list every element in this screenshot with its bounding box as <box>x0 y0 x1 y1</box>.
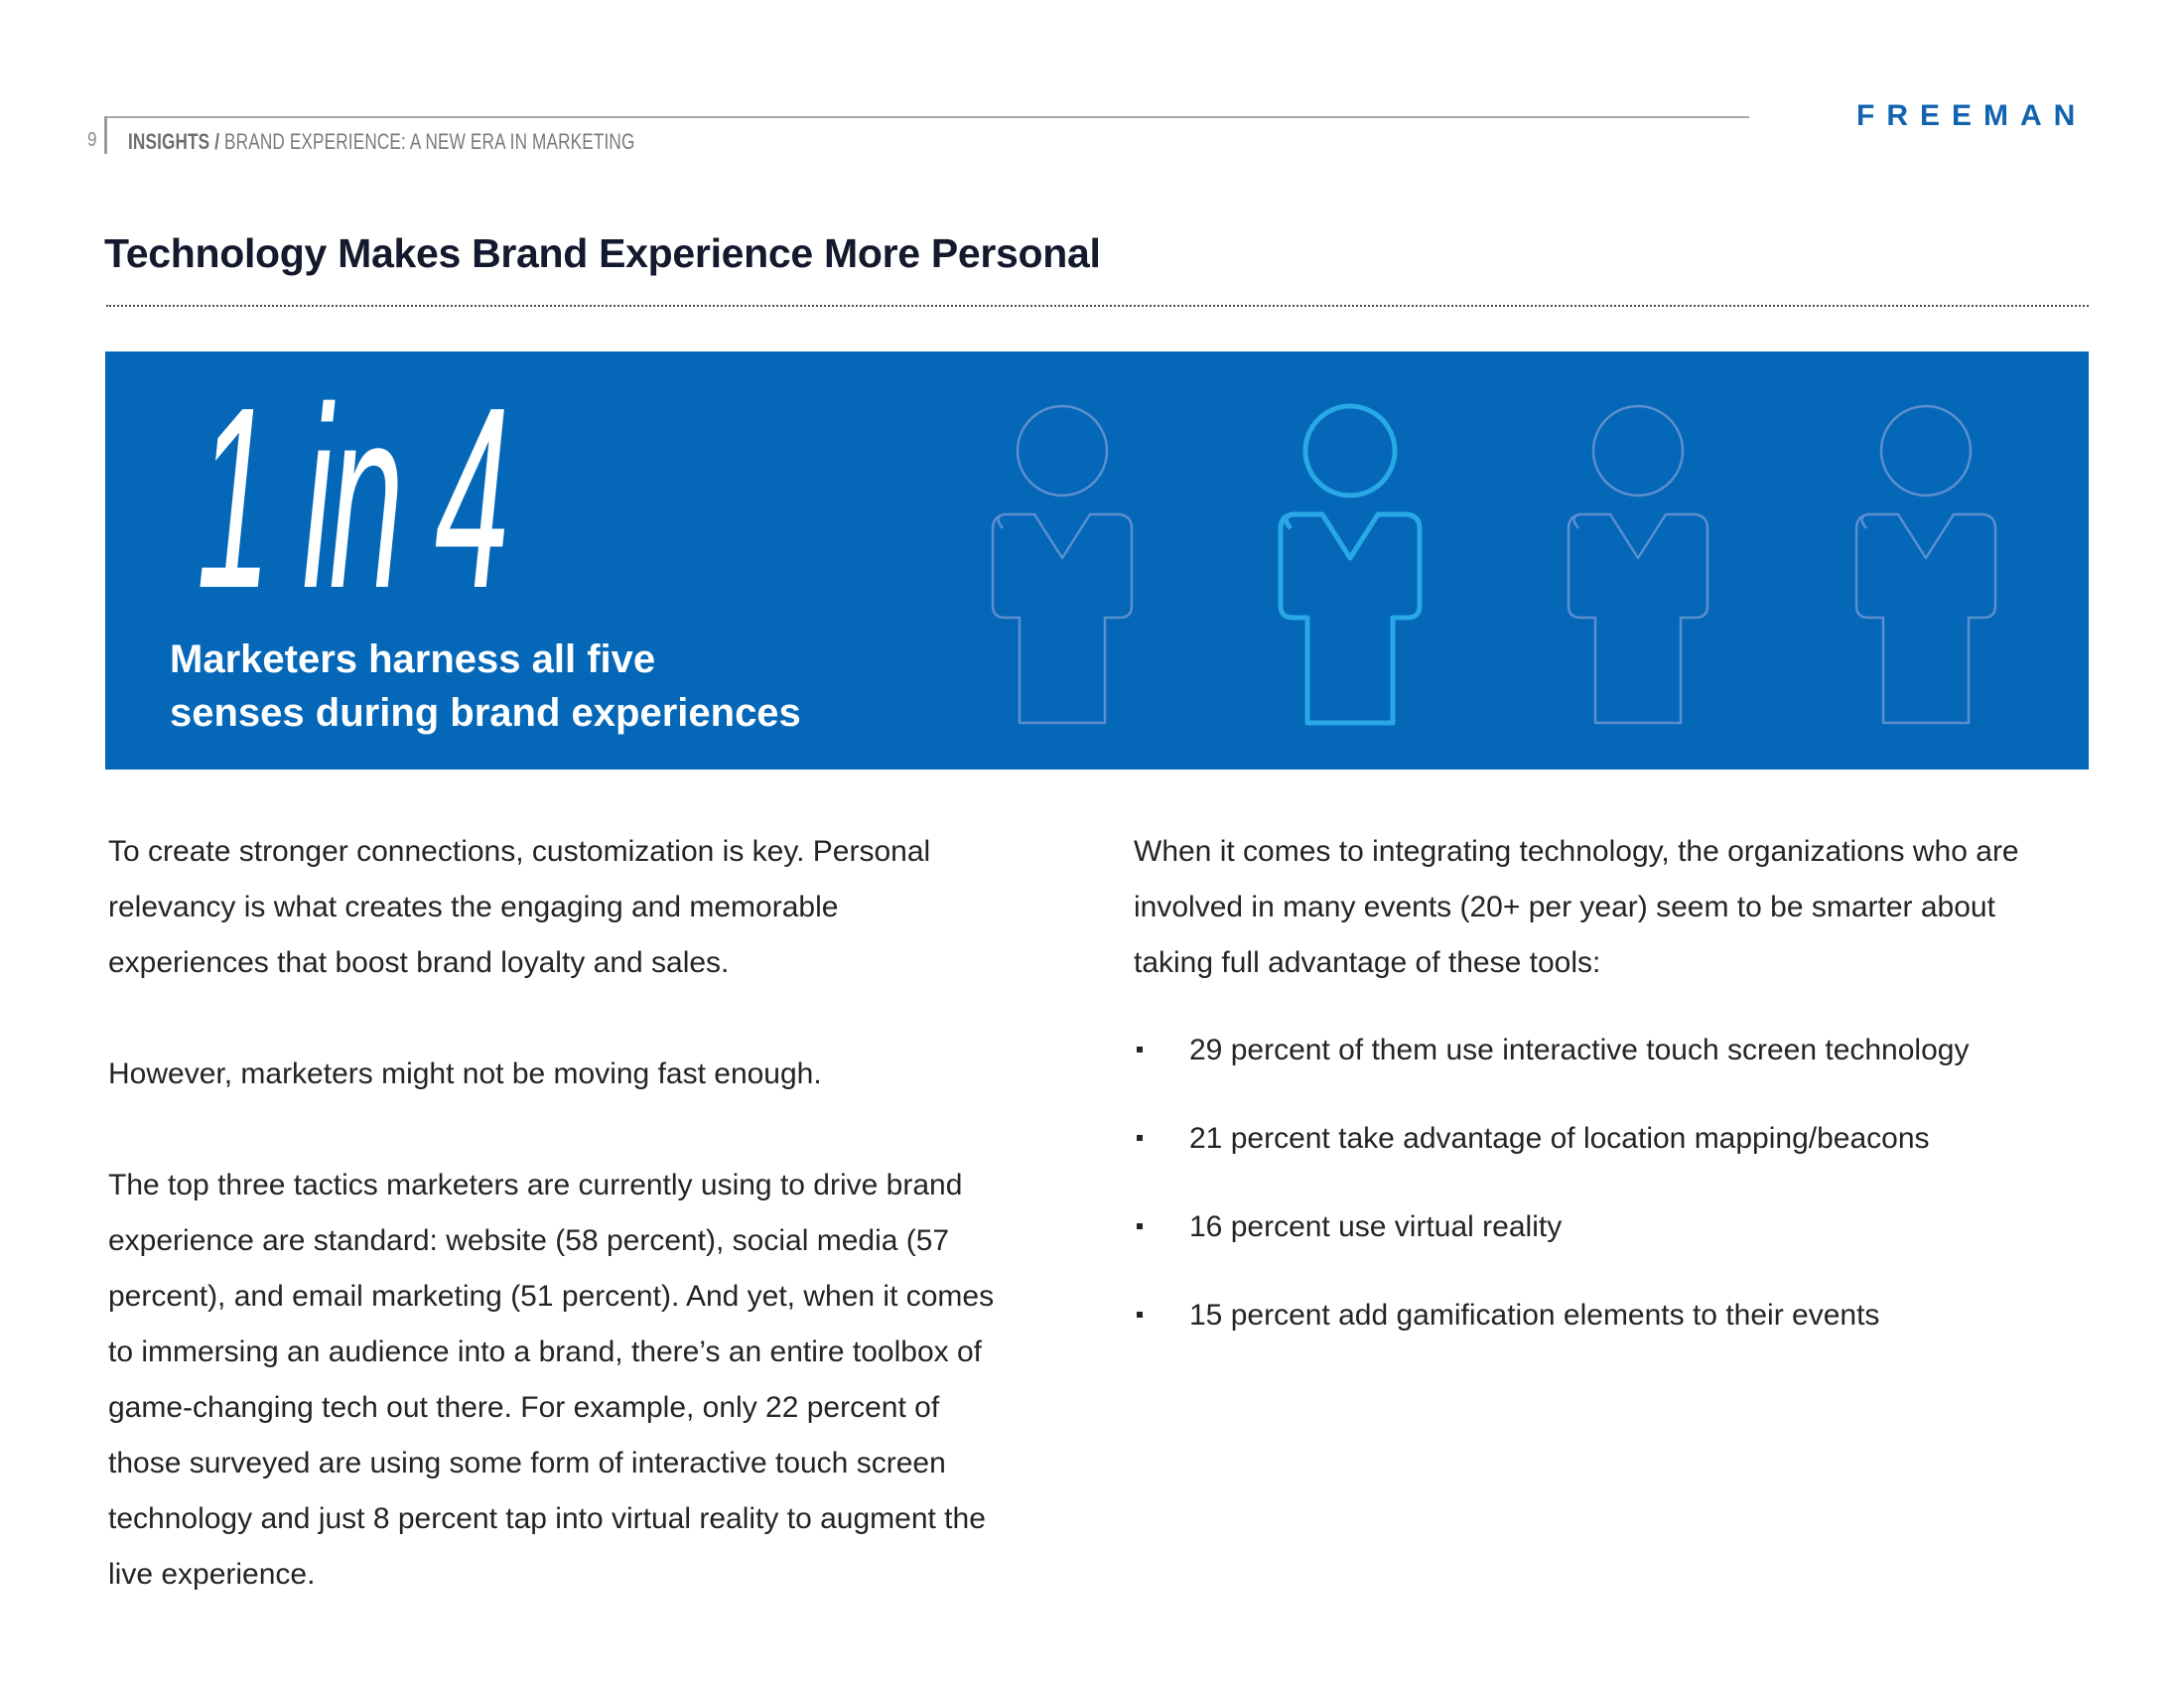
list-item <box>1134 1119 2067 1159</box>
stat-caption-line-1: Marketers harness all five <box>170 637 656 681</box>
tools-list <box>1134 1031 2067 1336</box>
breadcrumb-separator: / <box>209 129 225 154</box>
person-figure-icon <box>1281 406 1420 723</box>
person-head-icon <box>1593 406 1683 495</box>
right-column <box>1134 824 2067 1384</box>
left-column <box>108 824 1002 1658</box>
page-number: 9 <box>87 129 97 151</box>
breadcrumb-section: INSIGHTS <box>128 129 210 154</box>
bullet-icon <box>1137 1223 1143 1229</box>
person-figure-icon <box>1569 406 1707 723</box>
list-item <box>1134 1207 2067 1247</box>
person-figure-icon <box>1856 406 1995 723</box>
title-dotted-rule <box>106 305 2089 307</box>
person-head-icon <box>1881 406 1971 495</box>
stat-caption-line-2: senses during brand experiences <box>170 691 801 735</box>
paragraph-customization: To create stronger connections, customization is key. Personal relevancy is what creates the engaging and memorable experiences that boost brand loyalty and sales. <box>108 835 931 979</box>
person-body-icon <box>993 514 1132 723</box>
list-item-text: 21 percent take advantage of location mapping/beacons <box>1189 1122 1930 1155</box>
paragraph-integrating-tech: When it comes to integrating technology, the organizations who are involved in many events (20+ per year) seem to be smarter about taking full advantage of these tools: <box>1134 835 2019 979</box>
person-body-icon <box>1569 514 1707 723</box>
list-item-text: 16 percent use virtual reality <box>1189 1210 1563 1243</box>
list-item-text: 29 percent of them use interactive touch screen technology <box>1189 1034 1970 1066</box>
list-item-text: 15 percent add gamification elements to their events <box>1189 1299 1880 1332</box>
paragraph-moving-fast: However, marketers might not be moving fast enough. <box>108 1057 822 1090</box>
paragraph-top-tactics: The top three tactics marketers are currently using to drive brand experience are standard: website (58 percent), social media (57 percent), and email marketing (51 percent). And yet, when it comes to immersing an audience into a brand, there’s an entire toolbox of game-changing tech out there. For example, only 22 percent of those surveyed are using some form of interactive touch screen technology and just 8 percent tap into virtual reality to augment the live experience. <box>108 1169 995 1591</box>
breadcrumb <box>128 129 634 155</box>
person-body-icon <box>1281 514 1420 723</box>
stat-value: 1 in 4 <box>197 354 507 642</box>
stat-caption <box>170 633 865 740</box>
bullet-icon <box>1137 1312 1143 1318</box>
page-title: Technology Makes Brand Experience More Personal <box>104 230 1101 276</box>
bullet-icon <box>1137 1047 1143 1053</box>
breadcrumb-subtitle: BRAND EXPERIENCE: A NEW ERA IN MARKETING <box>224 129 635 154</box>
bullet-icon <box>1137 1135 1143 1141</box>
list-item <box>1134 1296 2067 1336</box>
person-figure-icon <box>993 406 1132 723</box>
person-figures <box>973 397 2025 735</box>
page-number-divider <box>104 116 107 154</box>
freeman-logo: FREEMAN <box>1856 99 2088 132</box>
person-head-icon <box>1018 406 1107 495</box>
header-rule <box>104 116 1749 118</box>
person-body-icon <box>1856 514 1995 723</box>
list-item <box>1134 1031 2067 1070</box>
person-head-icon <box>1305 406 1395 495</box>
